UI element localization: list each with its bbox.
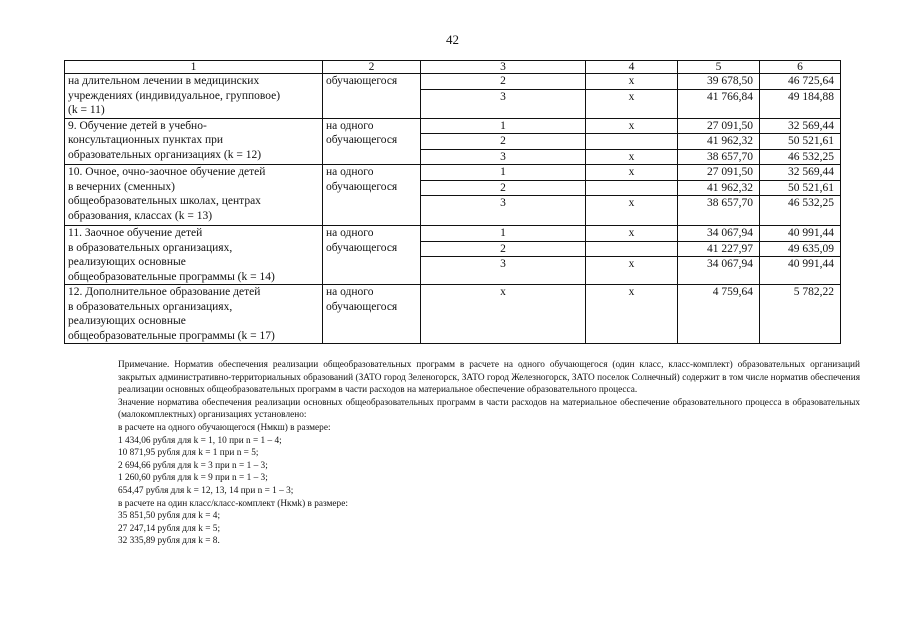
notes-section bbox=[118, 359, 860, 548]
category-cell: 11. Заочное обучение детей в образовательных организациях, реализующих основные общеобразовательные программы (k = 14) bbox=[65, 226, 323, 285]
header-cell: 3 bbox=[421, 61, 586, 74]
value-col6-cell: 49 635,09 bbox=[760, 241, 841, 257]
note-line: 27 247,14 рубля для k = 5; bbox=[118, 523, 221, 534]
marker-cell bbox=[586, 241, 678, 257]
marker-cell: x bbox=[586, 89, 678, 118]
value-col6-cell: 40 991,44 bbox=[760, 257, 841, 285]
table-row bbox=[65, 118, 841, 134]
value-col5-cell: 39 678,50 bbox=[678, 74, 760, 90]
value-col6-cell: 50 521,61 bbox=[760, 180, 841, 196]
unit-cell: на одного обучающегося bbox=[323, 226, 421, 285]
marker-cell: x bbox=[586, 118, 678, 134]
header-cell: 2 bbox=[323, 61, 421, 74]
marker-cell: x bbox=[586, 196, 678, 226]
per-student-list bbox=[118, 435, 860, 498]
value-col5-cell: 38 657,70 bbox=[678, 149, 760, 165]
note-line: 32 335,89 рубля для k = 8. bbox=[118, 536, 220, 547]
students-count-cell: 3 bbox=[421, 149, 586, 165]
table-row bbox=[65, 74, 841, 90]
students-count-cell: 3 bbox=[421, 89, 586, 118]
per-class-heading: в расчете на один класс/класс-комплект (Нкмk) в размере: bbox=[118, 498, 348, 509]
students-count-cell: 1 bbox=[421, 165, 586, 181]
category-cell: 12. Дополнительное образование детей в образовательных организациях, реализующих основные общеобразовательные программы (k = 17) bbox=[65, 285, 323, 344]
value-col5-cell: 41 962,32 bbox=[678, 134, 760, 150]
norms-table bbox=[64, 60, 841, 344]
value-col5-cell: 41 962,32 bbox=[678, 180, 760, 196]
marker-cell: x bbox=[586, 165, 678, 181]
students-count-cell: 2 bbox=[421, 180, 586, 196]
marker-cell: x bbox=[586, 257, 678, 285]
note-paragraph-2: Значение норматива обеспечения реализации основных общеобразовательных программ в части расходов на материальное обеспечение образовательного процесса в образовательных (малокомплектных) организациях установлено: bbox=[118, 397, 860, 421]
table-row bbox=[65, 226, 841, 242]
value-col5-cell: 38 657,70 bbox=[678, 196, 760, 226]
value-col6-cell: 32 569,44 bbox=[760, 118, 841, 134]
marker-cell bbox=[586, 180, 678, 196]
value-col6-cell: 46 725,64 bbox=[760, 74, 841, 90]
value-col5-cell: 4 759,64 bbox=[678, 285, 760, 344]
value-col5-cell: 27 091,50 bbox=[678, 118, 760, 134]
marker-cell: x bbox=[586, 74, 678, 90]
category-cell: 10. Очное, очно-заочное обучение детей в вечерних (сменных) общеобразовательных школах, центрах образования, классах (k = 13) bbox=[65, 165, 323, 226]
header-cell: 6 bbox=[760, 61, 841, 74]
value-col6-cell: 32 569,44 bbox=[760, 165, 841, 181]
marker-cell: x bbox=[586, 285, 678, 344]
note-line: 1 434,06 рубля для k = 1, 10 при n = 1 – 4; bbox=[118, 435, 282, 446]
students-count-cell: 3 bbox=[421, 196, 586, 226]
category-cell: 9. Обучение детей в учебно- консультационных пунктах при образовательных организациях (k = 12) bbox=[65, 118, 323, 165]
value-col6-cell: 50 521,61 bbox=[760, 134, 841, 150]
students-count-cell: 3 bbox=[421, 257, 586, 285]
value-col5-cell: 41 227,97 bbox=[678, 241, 760, 257]
per-student-heading: в расчете на одного обучающегося (Нмкш) в размере: bbox=[118, 422, 331, 433]
students-count-cell: x bbox=[421, 285, 586, 344]
table-row bbox=[65, 285, 841, 344]
value-col5-cell: 34 067,94 bbox=[678, 226, 760, 242]
students-count-cell: 2 bbox=[421, 241, 586, 257]
marker-cell: x bbox=[586, 226, 678, 242]
marker-cell: x bbox=[586, 149, 678, 165]
unit-cell: на одного обучающегося bbox=[323, 285, 421, 344]
value-col6-cell: 46 532,25 bbox=[760, 196, 841, 226]
unit-cell: на одного обучающегося bbox=[323, 118, 421, 165]
table-row bbox=[65, 165, 841, 181]
students-count-cell: 2 bbox=[421, 134, 586, 150]
value-col5-cell: 41 766,84 bbox=[678, 89, 760, 118]
note-line: 654,47 рубля для k = 12, 13, 14 при n = 1 – 3; bbox=[118, 485, 294, 496]
students-count-cell: 1 bbox=[421, 226, 586, 242]
value-col6-cell: 46 532,25 bbox=[760, 149, 841, 165]
note-line: 10 871,95 рубля для k = 1 при n = 5; bbox=[118, 448, 259, 459]
value-col5-cell: 34 067,94 bbox=[678, 257, 760, 285]
header-cell: 5 bbox=[678, 61, 760, 74]
marker-cell bbox=[586, 134, 678, 150]
value-col6-cell: 5 782,22 bbox=[760, 285, 841, 344]
header-cell: 4 bbox=[586, 61, 678, 74]
unit-cell: на одного обучающегося bbox=[323, 165, 421, 226]
note-line: 2 694,66 рубля для k = 3 при n = 1 – 3; bbox=[118, 460, 268, 471]
value-col6-cell: 49 184,88 bbox=[760, 89, 841, 118]
note-line: 1 260,60 рубля для k = 9 при n = 1 – 3; bbox=[118, 473, 268, 484]
note-paragraph-1: Примечание. Норматив обеспечения реализации общеобразовательных программ в расчете на одного обучающегося (один класс, класс-комплект) образовательных организаций закрытых административно-территориальных образований (ЗАТО город Зеленогорск, ЗАТО город Железногорск, ЗАТО поселок Солнечный) содержит в том числе норматив обеспечения реализации основных общеобразовательных программ в части расходов на материальное обеспечение образовательного процесса. bbox=[118, 360, 860, 396]
norms-table-body bbox=[65, 61, 841, 344]
students-count-cell: 1 bbox=[421, 118, 586, 134]
students-count-cell: 2 bbox=[421, 74, 586, 90]
per-class-list bbox=[118, 510, 860, 548]
page-number: 42 bbox=[446, 32, 459, 47]
note-line: 35 851,50 рубля для k = 4; bbox=[118, 511, 221, 522]
unit-cell: обучающегося bbox=[323, 74, 421, 119]
header-cell: 1 bbox=[65, 61, 323, 74]
value-col6-cell: 40 991,44 bbox=[760, 226, 841, 242]
category-cell: на длительном лечении в медицинских учреждениях (индивидуальное, групповое) (k = 11) bbox=[65, 74, 323, 119]
table-header-row bbox=[65, 61, 841, 74]
value-col5-cell: 27 091,50 bbox=[678, 165, 760, 181]
